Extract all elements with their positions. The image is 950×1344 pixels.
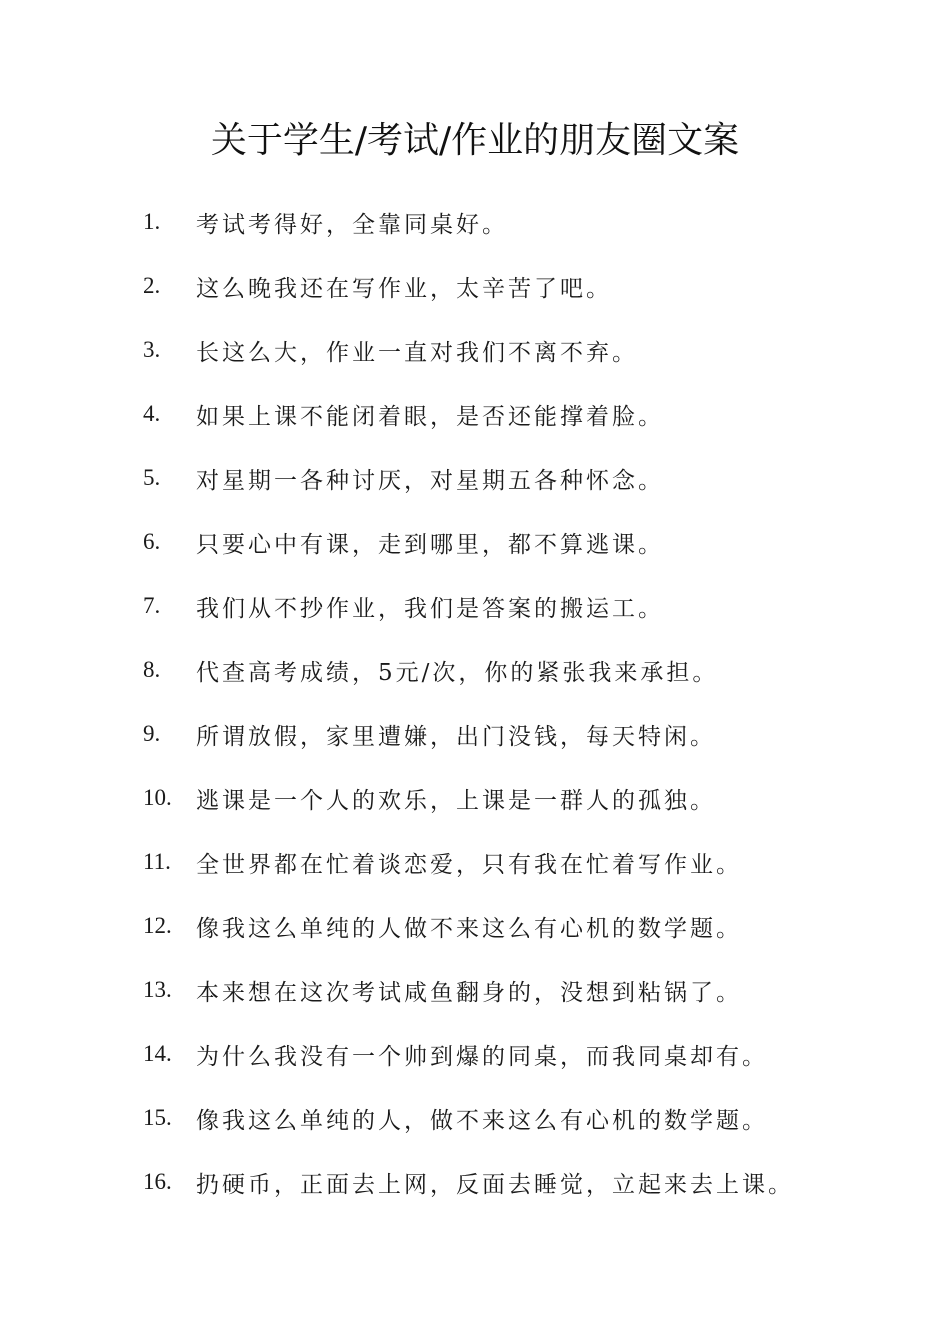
list-item-number: 11. — [143, 849, 171, 874]
list-item — [143, 510, 903, 574]
list-item — [143, 894, 903, 958]
list-item-number: 14. — [143, 1041, 172, 1066]
list-item-number: 4. — [143, 401, 161, 426]
list-item — [143, 766, 903, 830]
list-item — [143, 958, 903, 1022]
list-item-text: 扔硬币，正面去上网，反面去睡觉，立起来去上课。 — [196, 1171, 794, 1198]
list-item — [143, 1022, 903, 1086]
list-item-number: 9. — [143, 721, 161, 746]
list-item-number: 7. — [143, 593, 161, 618]
list-item-text: 像我这么单纯的人做不来这么有心机的数学题。 — [196, 915, 742, 942]
list-item-text: 长这么大，作业一直对我们不离不弃。 — [196, 339, 638, 366]
document-title: 关于学生/考试/作业的朋友圈文案 — [210, 120, 740, 161]
list-item-number: 5. — [143, 465, 161, 490]
list-item-number: 12. — [143, 913, 172, 938]
list-item-text: 这么晚我还在写作业，太辛苦了吧。 — [196, 275, 612, 302]
list-item — [143, 1150, 903, 1214]
list-item-number: 6. — [143, 529, 161, 554]
list-item-number: 2. — [143, 273, 161, 298]
list-item — [143, 574, 903, 638]
list-item-text: 代查高考成绩，5元/次，你的紧张我来承担。 — [196, 659, 719, 686]
list-item-text: 如果上课不能闭着眼，是否还能撑着脸。 — [196, 403, 664, 430]
list-item-text: 所谓放假，家里遭嫌，出门没钱，每天特闲。 — [196, 723, 716, 750]
list-item-text: 全世界都在忙着谈恋爱，只有我在忙着写作业。 — [196, 851, 742, 878]
list-item — [143, 830, 903, 894]
list-item — [143, 190, 903, 254]
list-item-text: 考试考得好，全靠同桌好。 — [196, 211, 508, 238]
list-item-text: 我们从不抄作业，我们是答案的搬运工。 — [196, 595, 664, 622]
list-item-text: 只要心中有课，走到哪里，都不算逃课。 — [196, 531, 664, 558]
list-item — [143, 638, 903, 702]
list-item-number: 13. — [143, 977, 172, 1002]
list-item-number: 8. — [143, 657, 161, 682]
numbered-list — [143, 190, 903, 1214]
list-item-number: 3. — [143, 337, 161, 362]
list-item-text: 本来想在这次考试咸鱼翻身的，没想到粘锅了。 — [196, 979, 742, 1006]
list-item-number: 15. — [143, 1105, 172, 1130]
list-item-text: 为什么我没有一个帅到爆的同桌，而我同桌却有。 — [196, 1043, 768, 1070]
list-item — [143, 318, 903, 382]
list-item-number: 10. — [143, 785, 172, 810]
list-item — [143, 382, 903, 446]
list-item — [143, 702, 903, 766]
list-item — [143, 1086, 903, 1150]
list-item-text: 像我这么单纯的人，做不来这么有心机的数学题。 — [196, 1107, 768, 1134]
list-item-text: 对星期一各种讨厌，对星期五各种怀念。 — [196, 467, 664, 494]
list-item-number: 1. — [143, 209, 161, 234]
list-item — [143, 254, 903, 318]
list-item-text: 逃课是一个人的欢乐，上课是一群人的孤独。 — [196, 787, 716, 814]
list-item-number: 16. — [143, 1169, 172, 1194]
list-item — [143, 446, 903, 510]
